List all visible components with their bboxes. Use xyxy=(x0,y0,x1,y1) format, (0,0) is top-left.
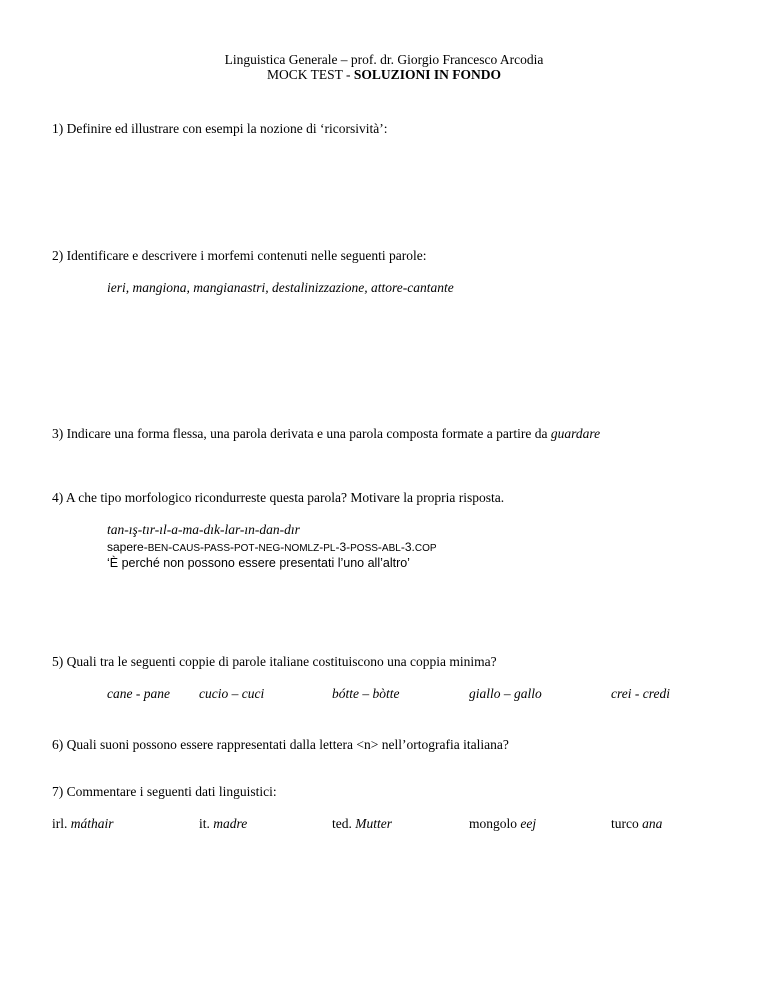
header-subtitle-bold: SOLUZIONI IN FONDO xyxy=(353,67,501,82)
question-7-datum: irl. máthair xyxy=(52,816,114,831)
header-subtitle: MOCK TEST - SOLUZIONI IN FONDO xyxy=(267,67,501,82)
question-4: 4) A che tipo morfologico ricondurreste questa parola? Motivare la propria risposta. xyxy=(52,490,505,505)
question-6: 6) Quali suoni possono essere rappresentati dalla lettera <n> nell’ortografia italiana? xyxy=(52,737,509,752)
question-5: 5) Quali tra le seguenti coppie di parole italiane costituiscono una coppia minima? xyxy=(52,654,497,669)
header-title: Linguistica Generale – prof. dr. Giorgio Francesco Arcodia xyxy=(224,52,544,67)
question-4-translation: ‘È perché non possono essere presentati l’uno all’altro’ xyxy=(107,556,410,570)
question-7-datum: turco ana xyxy=(611,816,663,831)
question-5-pair: cucio – cuci xyxy=(199,686,265,701)
question-3-word: guardare xyxy=(550,426,601,441)
question-7: 7) Commentare i seguenti dati linguistici: xyxy=(52,784,277,799)
question-7-datum: mongolo eej xyxy=(469,816,537,831)
question-5-pair: crei - credi xyxy=(611,686,670,701)
question-5-pair: giallo – gallo xyxy=(469,686,542,701)
question-5-pair: cane - pane xyxy=(107,686,170,701)
question-5-pair: bótte – bòtte xyxy=(332,686,400,701)
question-7-datum: it. madre xyxy=(199,816,248,831)
question-2-words: ieri, mangiona, mangianastri, destalinizzazione, attore-cantante xyxy=(107,280,454,295)
question-7-datum: ted. Mutter xyxy=(332,816,392,831)
question-4-form: tan-ış-tır-ıl-a-ma-dık-lar-ın-dan-dır xyxy=(107,522,300,537)
question-1: 1) Definire ed illustrare con esempi la nozione di ‘ricorsività’: xyxy=(52,121,388,136)
question-4-gloss: sapere-BEN-CAUS-PASS-POT-NEG-NOMLZ-PL-3-POSS-ABL-3.COP xyxy=(107,540,437,554)
question-3: 3) Indicare una forma flessa, una parola derivata e una parola composta formate a partire da guardare xyxy=(52,426,601,441)
question-2: 2) Identificare e descrivere i morfemi contenuti nelle seguenti parole: xyxy=(52,248,427,263)
